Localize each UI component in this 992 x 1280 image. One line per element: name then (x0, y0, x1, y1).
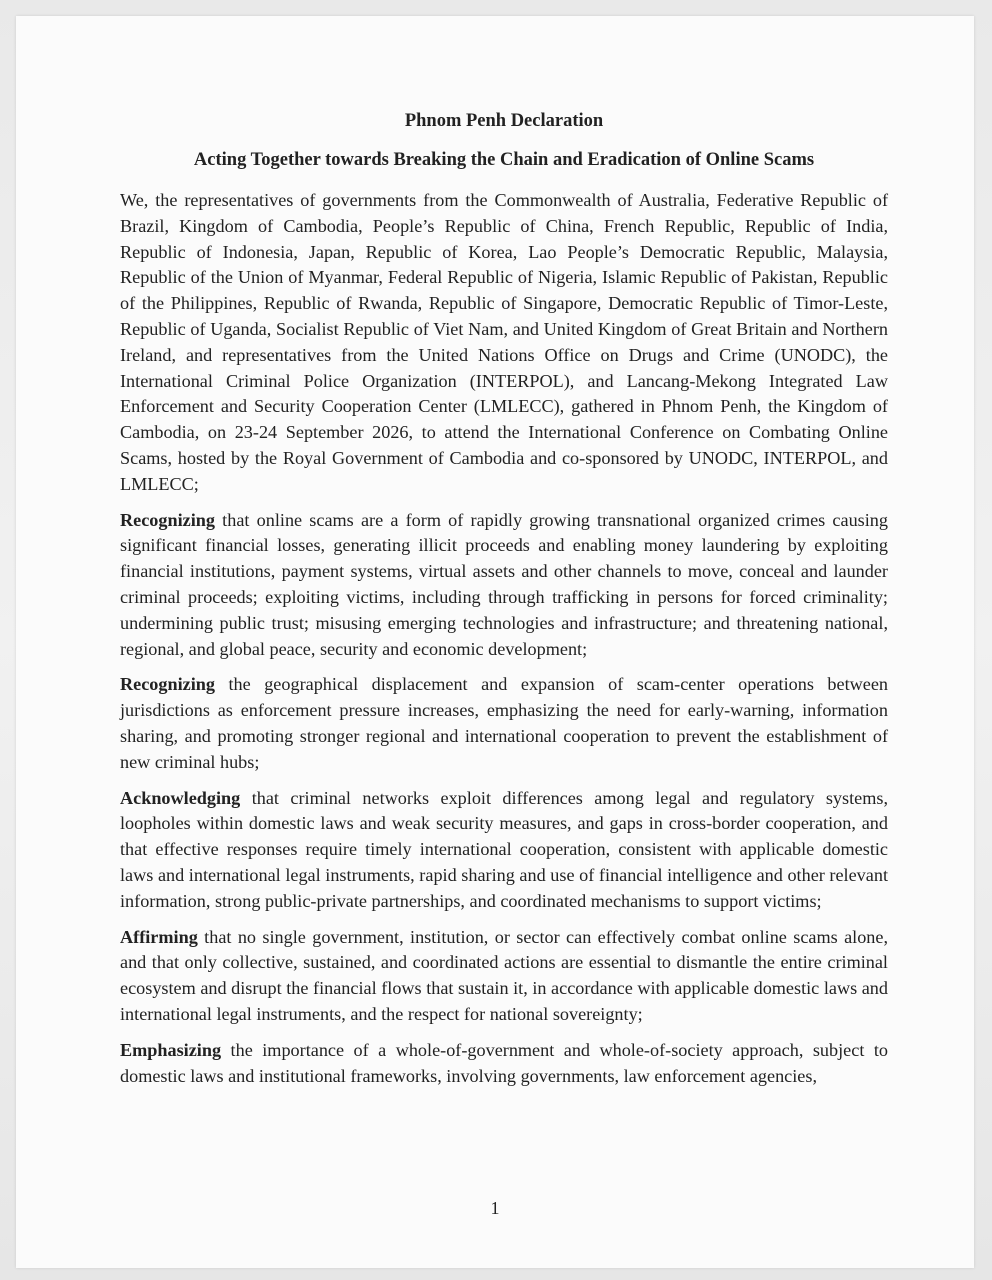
document-body (120, 110, 888, 1099)
clause-lead: Emphasizing (120, 1039, 222, 1060)
clause-paragraph (120, 786, 888, 915)
clause-lead: Recognizing (120, 674, 215, 695)
clause-text: the importance of a whole-of-government and whole-of-society approach, subject to domestic laws and institutional frameworks, involving governments, law enforcement agencies, (120, 1039, 888, 1086)
clause-lead: Recognizing (120, 509, 215, 530)
clause-lead: Acknowledging (120, 787, 241, 808)
clause-paragraph (120, 925, 888, 1028)
clause-paragraph (120, 508, 888, 663)
clause-text: that online scams are a form of rapidly growing transnational organized crimes causing significant financial losses, generating illicit proceeds and enabling money laundering by exploiting financial institutions, payment systems, virtual assets and other channels to move, conceal and launder criminal proceeds; exploiting victims, including through trafficking in persons for forced criminality; undermining public trust; misusing emerging technologies and infrastructure; and threatening national, regional, and global peace, security and economic development; (120, 509, 888, 659)
clause-paragraph (120, 1038, 888, 1090)
clause-lead: Affirming (120, 926, 198, 947)
clause-paragraph (120, 672, 888, 775)
intro-paragraph: We, the representatives of governments from the Commonwealth of Australia, Federative Republic of Brazil, Kingdom of Cambodia, People’s Republic of China, French Republic, Republic of India, Republic of Indonesia, Japan, Republic of Korea, Lao People’s Democratic Republic, Malaysia, Republic of the Union of Myanmar, Federal Republic of Nigeria, Islamic Republic of Pakistan, Republic of the Philippines, Republic of Rwanda, Republic of Singapore, Democratic Republic of Timor-Leste, Republic of Uganda, Socialist Republic of Viet Nam, and United Kingdom of Great Britain and Northern Ireland, and representatives from the United Nations Office on Drugs and Crime (UNODC), the International Criminal Police Organization (INTERPOL), and Lancang-Mekong Integrated Law Enforcement and Security Cooperation Center (LMLECC), gathered in Phnom Penh, the Kingdom of Cambodia, on 23-24 September 2026, to attend the International Conference on Combating Online Scams, hosted by the Royal Government of Cambodia and co-sponsored by UNODC, INTERPOL, and LMLECC; (120, 190, 888, 494)
page-number: 1 (490, 1198, 500, 1218)
clause-text: the geographical displacement and expansion of scam-center operations between jurisdictions as enforcement pressure increases, emphasizing the need for early-warning, information sharing, and promoting stronger regional and international cooperation to prevent the establishment of new criminal hubs; (120, 674, 888, 772)
clause-text: that criminal networks exploit differences among legal and regulatory systems, loopholes within domestic laws and weak security measures, and gaps in cross-border cooperation, and that effective responses require timely international cooperation, consistent with applicable domestic laws and international legal instruments, rapid sharing and use of financial intelligence and other relevant information, strong public-private partnerships, and coordinated mechanisms to support victims; (120, 787, 888, 911)
document-subtitle: Acting Together towards Breaking the Chain and Eradication of Online Scams (193, 150, 815, 170)
document-page (16, 16, 974, 1268)
document-title: Phnom Penh Declaration (404, 111, 604, 131)
clause-text: that no single government, institution, or sector can effectively combat online scams alone, and that only collective, sustained, and coordinated actions are essential to dismantle the entire criminal ecosystem and disrupt the financial flows that sustain it, in accordance with applicable domestic laws and international legal instruments, and the respect for national sovereignty; (120, 926, 888, 1024)
